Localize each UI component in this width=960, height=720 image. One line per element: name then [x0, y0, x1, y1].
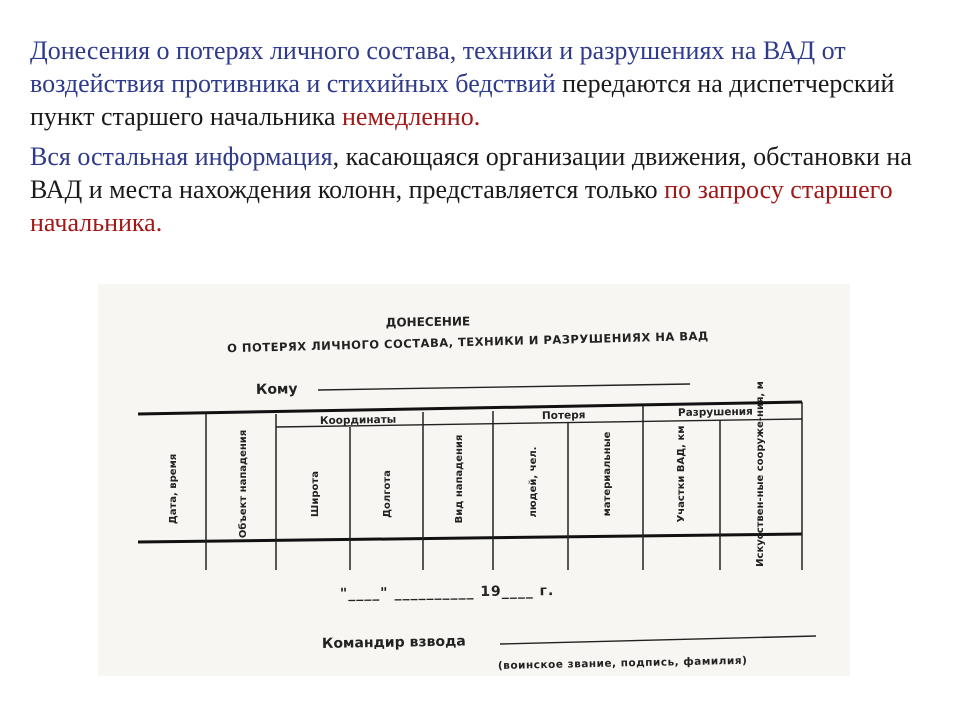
signature-hint: (воинское звание, подпись, фамилия)	[497, 654, 748, 672]
form-drawing	[98, 284, 850, 676]
col-attack-object: Объект нападения	[238, 429, 249, 539]
text-black: , касающаяся организации движения, обстановки на ВАД и места нахождения колонн, представляется только	[30, 142, 912, 204]
group-destruction: Разрушения	[677, 405, 753, 419]
signature-line	[500, 636, 816, 644]
paragraph-immediate-reports	[30, 34, 935, 133]
to-line	[318, 384, 690, 390]
col-vad-sections: Участки ВАД, км	[676, 425, 687, 523]
col-material-losses: материальные	[602, 431, 613, 517]
text-red: по запросу старшего начальника.	[30, 175, 893, 237]
col-latitude: Широта	[310, 471, 321, 517]
col-date-time: Дата, время	[168, 453, 179, 525]
form-title: ДОНЕСЕНИЕ	[385, 314, 471, 330]
report-form-scan	[98, 284, 850, 676]
commander-label: Командир взвода	[321, 633, 466, 652]
date-line: "____" __________ 19____ г.	[339, 583, 555, 602]
paragraph-other-info	[30, 140, 935, 239]
col-longitude: Долгота	[382, 470, 393, 518]
text-blue: Вся остальная информация	[30, 142, 333, 171]
text-black: передаются на диспетчерский пункт старшего начальника	[30, 69, 895, 131]
group-coords: Координаты	[319, 413, 397, 427]
col-people-losses: людей, чел.	[528, 446, 539, 518]
slide-text	[30, 34, 935, 239]
col-structures: Искусствен-ные сооруже-ния, м	[755, 381, 766, 567]
text-red: немедленно.	[342, 102, 481, 131]
col-attack-type: Вид нападения	[454, 434, 465, 524]
group-losses: Потеря	[541, 409, 586, 422]
to-label: Кому	[255, 381, 298, 398]
text-blue: Донесения о потерях личного состава, техники и разрушениях на ВАД от воздействия противника и стихийных бедствий	[30, 36, 846, 98]
form-subtitle: О ПОТЕРЯХ ЛИЧНОГО СОСТАВА, ТЕХНИКИ И РАЗРУШЕНИЯХ НА ВАД	[226, 328, 709, 356]
